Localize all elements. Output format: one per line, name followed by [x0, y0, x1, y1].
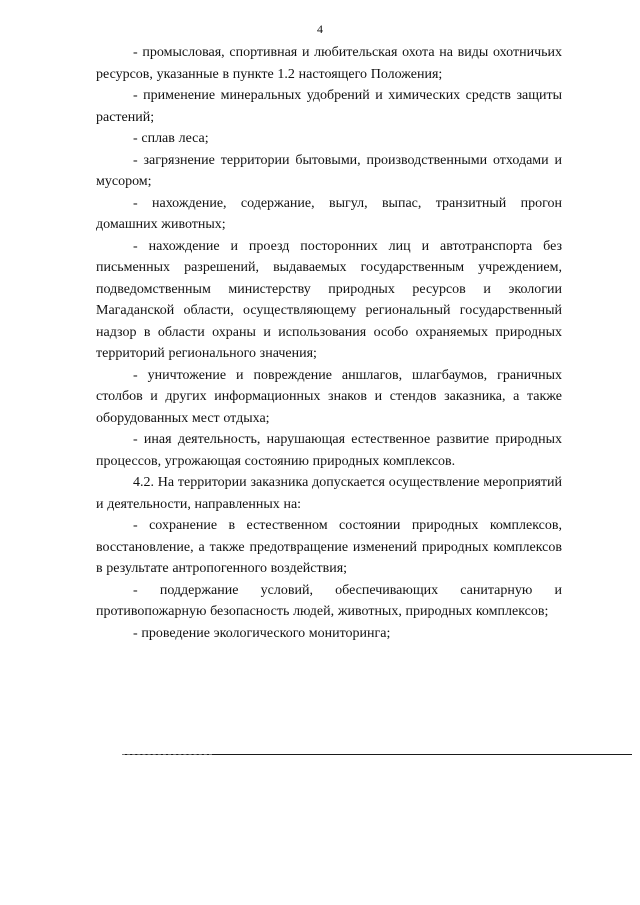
list-item-other-activity: - иная деятельность, нарушающая естественное развитие природных процессов, угрожающая состоянию природных комплексов.: [96, 432, 562, 469]
list-item-safety: - поддержание условий, обеспечивающих санитарную и противопожарную безопасность людей, животных, природных комплексов;: [96, 582, 562, 619]
list-item-unauthorized-access: - нахождение и проезд посторонних лиц и автотранспорта без письменных разрешений, выдаваемых государственным учреждением, подведомственным министерству природных ресурсов и экологии Магаданской области, осуществляющему региональный государственный надзор в области охраны и использования особо охраняемых природных территорий регионального значения;: [96, 238, 562, 361]
section-4-2-intro: 4.2. На территории заказника допускается осуществление мероприятий и деятельности, направленных на:: [96, 475, 562, 512]
list-item-pollution: - загрязнение территории бытовыми, производственными отходами и мусором;: [96, 152, 562, 189]
list-item-domestic-animals: - нахождение, содержание, выгул, выпас, транзитный прогон домашних животных;: [96, 195, 562, 232]
page-number: 4: [317, 22, 323, 36]
list-item-sign-damage: - уничтожение и повреждение аншлагов, шлагбаумов, граничных столбов и других информационных знаков и стендов заказника, а также оборудованных мест отдыха;: [96, 367, 562, 426]
list-item-monitoring: - проведение экологического мониторинга;: [133, 625, 391, 641]
document-body: [96, 42, 562, 644]
list-item-fertilizers: - применение минеральных удобрений и химических средств защиты растений;: [96, 88, 562, 125]
list-item-timber-rafting: - сплав леса;: [133, 131, 209, 146]
list-item-hunting: - промысловая, спортивная и любительская охота на виды охотничьих ресурсов, указанные в пункте 1.2 настоящего Положения;: [96, 45, 562, 82]
footer-divider-dash: [122, 754, 212, 755]
list-item-preservation: - сохранение в естественном состоянии природных комплексов, восстановление, а также предотвращение изменений природных комплексов в результате антропогенного воздействия;: [96, 518, 562, 576]
